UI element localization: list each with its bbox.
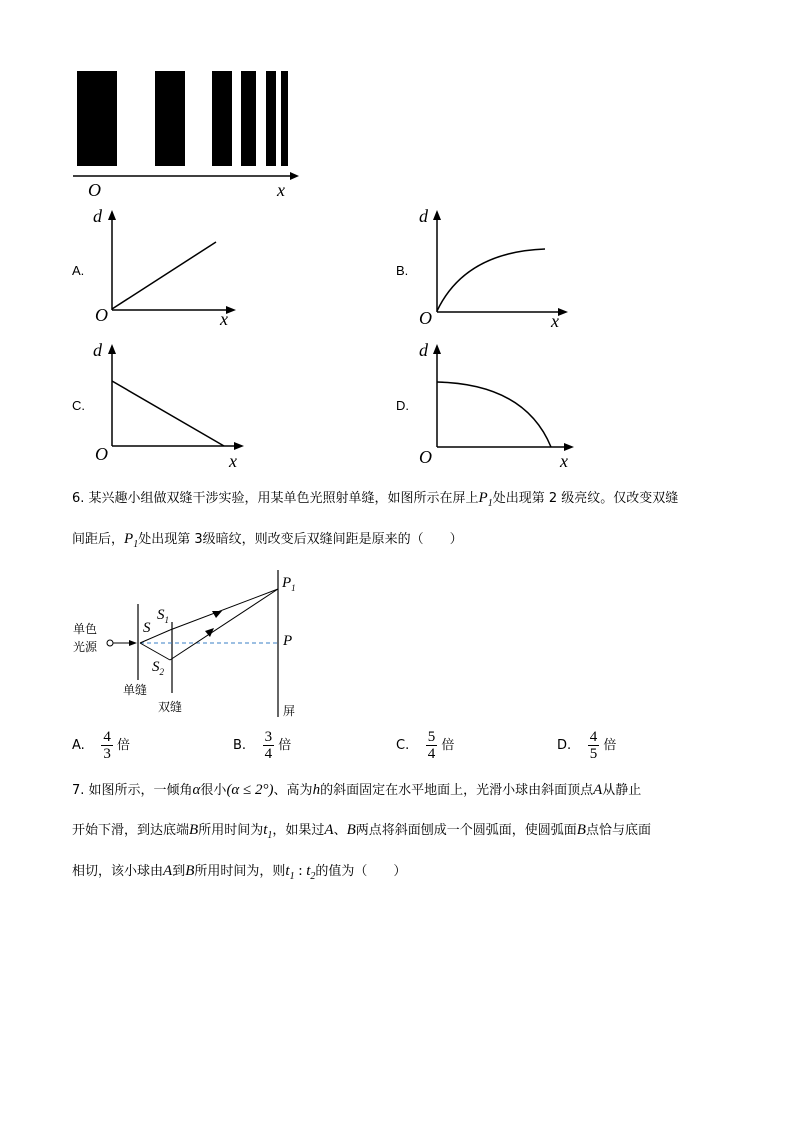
ratio-symbol: $t_1$ : $t_2$ — [285, 863, 316, 882]
option-a-letter: A. — [72, 263, 85, 278]
q7-line-3: 相切，该小球由A到B所用时间为，则$t_1$ : $t_2$的值为（ ） — [72, 863, 407, 882]
fringe-origin-label: O — [88, 180, 101, 200]
q6-option-b[interactable]: B. $\frac{3}{4}$ 倍 — [233, 729, 292, 762]
graph-d-x-label: x — [560, 451, 568, 471]
graph-a-origin: O — [95, 305, 108, 325]
source-label-2: 光源 — [73, 640, 98, 654]
t1-symbol: $t_1$ — [263, 822, 273, 841]
label-s2: $S_2$ — [152, 659, 164, 677]
graph-c-x-label: x — [229, 451, 237, 471]
option-c-letter: C. — [72, 398, 85, 413]
graph-b-origin: O — [419, 308, 432, 328]
q6-option-d[interactable]: D. $\frac{4}{5}$ 倍 — [557, 729, 617, 762]
graph-a-y-label: d — [93, 206, 102, 226]
q6-option-a[interactable]: A. $\frac{4}{3}$ 倍 — [72, 729, 130, 762]
q6-line-2: 间距后，$P_1$处出现第 3级暗纹，则改变后双缝间距是原来的（ ） — [72, 531, 463, 550]
p1-symbol: $P_1$ — [124, 531, 139, 550]
graph-a-x-label: x — [220, 309, 228, 329]
double-slit-label: 双缝 — [158, 700, 183, 714]
option-d-letter: D. — [396, 398, 409, 413]
p1-symbol: $P_1$ — [478, 490, 493, 509]
source-label-1: 单色 — [73, 622, 98, 636]
fraction: $\frac{5}{4}$ — [427, 729, 436, 762]
option-b-letter: B. — [396, 263, 409, 278]
graph-b-y-label: d — [419, 206, 428, 226]
graph-b-x-label: x — [551, 311, 559, 331]
q6-option-c[interactable]: C. $\frac{5}{4}$ 倍 — [396, 729, 455, 762]
q6-line-1: 6. 某兴趣小组做双缝干涉实验，用某单色光照射单缝，如图所示在屏上$P_1$处出现第 2 级亮纹。仅改变双缝 — [72, 490, 679, 509]
label-s1: $S_1$ — [157, 607, 169, 625]
single-slit-label: 单缝 — [123, 683, 148, 697]
graph-d-y-label: d — [419, 340, 428, 360]
q7-line-1: 7. 如图所示，一倾角α很小(α ≤ 2°)、高为h的斜面固定在水平地面上，光滑小球由斜面顶点A从静止 — [72, 782, 642, 798]
fraction: $\frac{3}{4}$ — [264, 729, 273, 762]
graph-c-origin: O — [95, 444, 108, 464]
q7-line-2: 开始下滑，到达底端B所用时间为$t_1$，如果过A、B两点将斜面刨成一个圆弧面，使圆弧面B点恰与底面 — [72, 822, 651, 841]
graph-d-origin: O — [419, 447, 432, 467]
fraction: $\frac{4}{3}$ — [103, 729, 111, 762]
label-p: P — [283, 633, 293, 649]
graph-c-y-label: d — [93, 340, 102, 360]
screen-label: 屏 — [283, 704, 296, 718]
fringe-x-label: x — [277, 180, 285, 200]
label-s: S — [143, 620, 151, 636]
label-p1: $P_1$ — [282, 575, 296, 593]
fraction: $\frac{4}{5}$ — [589, 729, 598, 762]
